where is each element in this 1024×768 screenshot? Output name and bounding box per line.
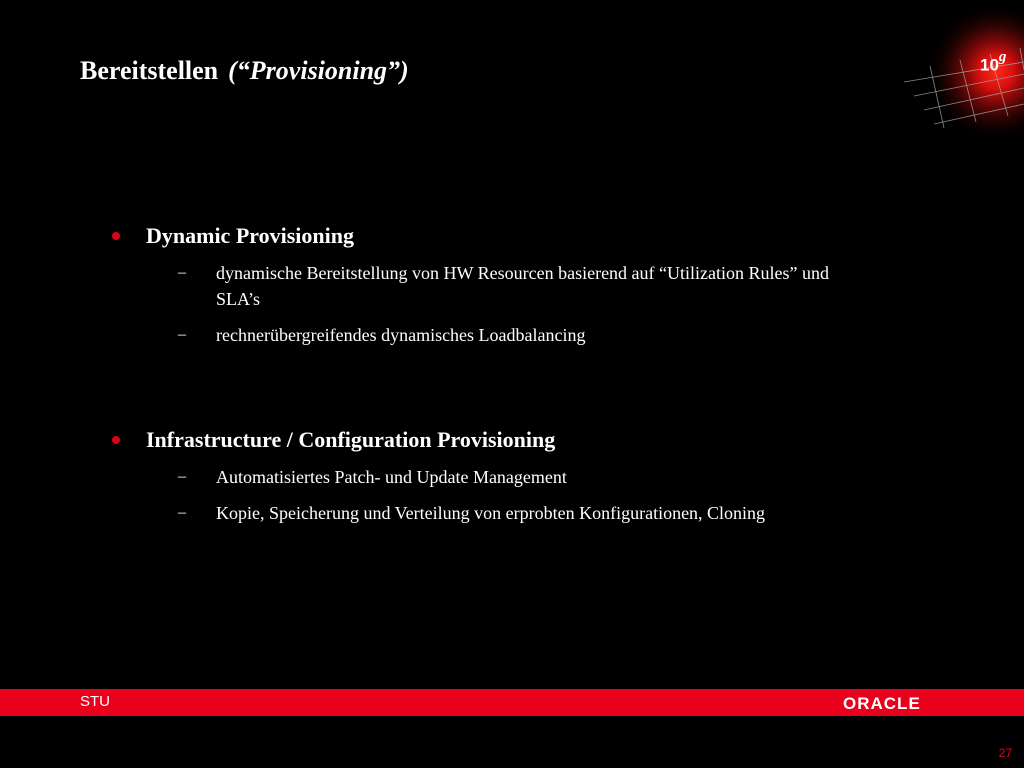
oracle-logo: ORACLE — [843, 694, 921, 713]
sub-item-text: dynamische Bereitstellung von HW Resourcen basierend auf “Utilization Rules” und SLA’s — [216, 263, 830, 309]
title-subtitle: (“Provisioning”) — [228, 56, 409, 85]
bullet-dot-icon — [112, 436, 120, 444]
slide-content — [108, 222, 908, 526]
slide-title — [80, 56, 409, 86]
sub-item-text: rechnerübergreifendes dynamisches Loadbalancing — [216, 325, 586, 345]
bullet-label: Dynamic Provisioning — [146, 223, 355, 248]
logo-main: 10 — [980, 55, 999, 75]
dash-icon: – — [178, 468, 186, 485]
footer-bar — [0, 689, 1024, 716]
logo-sup: g — [998, 49, 1007, 65]
footer-label: STU — [80, 693, 110, 710]
sub-item — [108, 322, 866, 348]
bullet-group-infrastructure — [108, 426, 908, 526]
sub-item-text: Automatisiertes Patch- und Update Management — [216, 467, 567, 487]
sub-item — [108, 260, 866, 312]
bullet-label: Infrastructure / Configuration Provisioning — [146, 427, 556, 452]
title-main: Bereitstellen — [80, 56, 219, 85]
sub-item-text: Kopie, Speicherung und Verteilung von erprobten Konfigurationen, Cloning — [216, 503, 766, 523]
dash-icon: – — [178, 504, 186, 521]
sub-item — [108, 464, 866, 490]
bullet-group-dynamic — [108, 222, 908, 348]
bullet-item — [108, 222, 908, 250]
dash-icon: – — [178, 326, 186, 343]
bullet-dot-icon — [112, 232, 120, 240]
page-number: 27 — [998, 746, 1012, 760]
dash-icon: – — [178, 264, 186, 281]
sub-item — [108, 500, 866, 526]
bullet-item — [108, 426, 908, 454]
logo-10g-text — [980, 49, 1007, 76]
